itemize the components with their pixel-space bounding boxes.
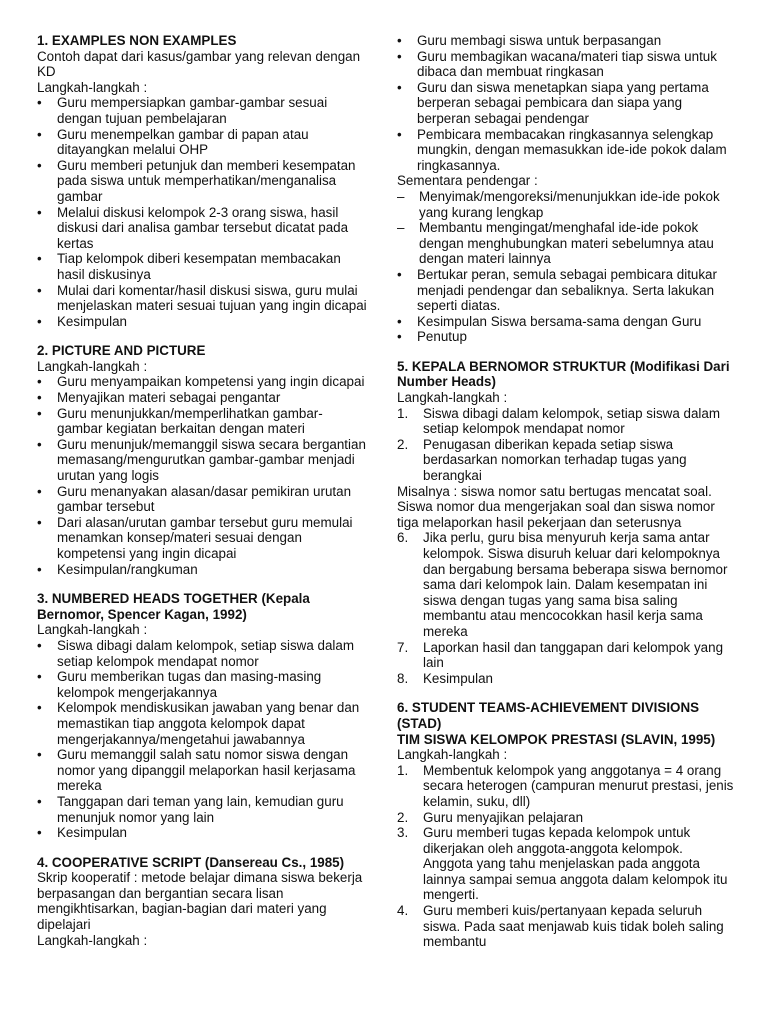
list-marker: 3. bbox=[397, 825, 409, 841]
list-item bbox=[37, 205, 367, 252]
list-item-text: Guru menunjukkan/memperlihatkan gambar-gambar kegiatan berkaitan dengan materi bbox=[57, 405, 323, 437]
list-item-text: Kesimpulan bbox=[57, 825, 127, 841]
list-item bbox=[397, 406, 735, 437]
section bbox=[37, 591, 367, 841]
list-item-text: Penugasan diberikan kepada setiap siswa berdasarkan nomorkan terhadap tugas yang berangkai bbox=[423, 436, 687, 484]
right-column bbox=[397, 33, 735, 964]
list-marker: • bbox=[37, 825, 42, 841]
list-item-text: Guru menempelkan gambar di papan atau ditayangkan melalui OHP bbox=[57, 126, 309, 158]
list-item bbox=[37, 747, 367, 794]
list-item-text: Guru memberi petunjuk dan memberi kesempatan pada siswa untuk memperhatikan/menganalisa gambar bbox=[57, 157, 356, 204]
list-marker: • bbox=[397, 33, 402, 48]
list-item bbox=[37, 406, 367, 437]
list-marker: • bbox=[37, 390, 42, 406]
list-item bbox=[37, 390, 367, 406]
list-item bbox=[37, 669, 367, 700]
list-marker: 8. bbox=[397, 670, 409, 686]
list-item bbox=[397, 437, 735, 484]
list-item bbox=[37, 825, 367, 841]
list-item-text: Laporkan hasil dan tanggapan dari kelompok yang lain bbox=[423, 639, 724, 671]
list-item-text: Menyimak/mengoreksi/menunjukkan ide-ide pokok yang kurang lengkap bbox=[419, 188, 720, 220]
list-item-text: Guru mempersiapkan gambar-gambar sesuai dengan tujuan pembelajaran bbox=[57, 95, 328, 126]
section bbox=[37, 343, 367, 577]
list-item bbox=[37, 700, 367, 747]
list-item-text: Kesimpulan bbox=[423, 670, 493, 686]
paragraph: Langkah-langkah : bbox=[37, 622, 148, 638]
list-marker: 2. bbox=[397, 809, 409, 825]
section-heading: 2. PICTURE AND PICTURE bbox=[37, 343, 206, 359]
list-item-text: Membentuk kelompok yang anggotanya = 4 orang secara heterogen (campuran menurut prestasi, jenis kelamin, suku, dll) bbox=[423, 762, 734, 809]
list-item-text: Guru memberi kuis/pertanyaan kepada seluruh siswa. Pada saat menjawab kuis tidak boleh saling membantu bbox=[423, 903, 724, 950]
list-item-text: Bertukar peran, semula sebagai pembicara ditukar menjadi pendengar dan sebaliknya. Serta lakukan seperti diatas. bbox=[417, 266, 717, 314]
list-marker: • bbox=[37, 204, 42, 220]
list-item-text: Guru menanyakan alasan/dasar pemikiran urutan gambar tersebut bbox=[57, 483, 352, 515]
list-item-text: Guru memanggil salah satu nomor siswa dengan nomor yang dipanggil melaporkan hasil kerjasama mereka bbox=[57, 747, 356, 794]
list-item-text: Kesimpulan Siswa bersama-sama dengan Guru bbox=[417, 313, 702, 329]
section-heading: 1. EXAMPLES NON EXAMPLES bbox=[37, 33, 237, 48]
list-item bbox=[37, 562, 367, 578]
list-item-text: Mulai dari komentar/hasil diskusi siswa, guru mulai menjelaskan materi sesuai tujuan yang ingin dicapai bbox=[57, 282, 367, 314]
list-marker: • bbox=[397, 266, 402, 282]
list-item bbox=[397, 80, 735, 127]
list-marker: • bbox=[37, 282, 42, 298]
list-marker: • bbox=[37, 95, 42, 111]
list-item-text: Guru menyampaikan kompetensi yang ingin dicapai bbox=[57, 374, 365, 390]
list-item bbox=[397, 314, 735, 330]
list-marker: 2. bbox=[397, 436, 409, 452]
paragraph: Langkah-langkah : bbox=[37, 932, 148, 948]
list-item bbox=[397, 810, 735, 826]
list-item-text: Menyajikan materi sebagai pengantar bbox=[57, 390, 281, 406]
list-marker: 4. bbox=[397, 903, 409, 919]
list-item-text: Kelompok mendiskusikan jawaban yang benar dan memastikan tiap anggota kelompok dapat mengerjakannya/mengetahui jawabannya bbox=[57, 700, 360, 747]
list-item bbox=[397, 49, 735, 80]
list-marker: • bbox=[37, 669, 42, 685]
list-item-text: Guru membagi siswa untuk berpasangan bbox=[417, 33, 662, 48]
paragraph: Misalnya : siswa nomor satu bertugas mencatat soal. Siswa nomor dua mengerjakan soal dan siswa nomor tiga melaporkan hasil pekerjaan dan seterusnya bbox=[397, 483, 715, 530]
list-item-text: Kesimpulan/rangkuman bbox=[57, 561, 198, 577]
section-heading: 5. KEPALA BERNOMOR STRUKTUR (Modifikasi Dari Number Heads) bbox=[397, 358, 730, 390]
section-heading: 6. STUDENT TEAMS-ACHIEVEMENT DIVISIONS (STAD) bbox=[397, 700, 700, 731]
list-item bbox=[397, 220, 735, 267]
list-marker: • bbox=[37, 700, 42, 716]
list-marker: 1. bbox=[397, 762, 409, 778]
list-item-text: Kesimpulan bbox=[57, 313, 127, 329]
section-subheading: TIM SISWA KELOMPOK PRESTASI (SLAVIN, 1995) bbox=[397, 731, 716, 747]
list-item bbox=[397, 530, 735, 639]
list-item bbox=[37, 374, 367, 390]
section bbox=[397, 700, 735, 950]
list-item-text: Pembicara membacakan ringkasannya selengkap mungkin, dengan memasukkan ide-ide pokok dalam ringkasannya. bbox=[417, 126, 727, 173]
list-marker: • bbox=[37, 483, 42, 499]
list-marker: • bbox=[37, 126, 42, 142]
list-item bbox=[37, 158, 367, 205]
list-marker: • bbox=[397, 48, 402, 64]
list-item bbox=[37, 515, 367, 562]
list-item bbox=[397, 671, 735, 687]
list-item bbox=[37, 638, 367, 669]
list-item bbox=[397, 763, 735, 810]
section bbox=[37, 855, 367, 949]
list-item-text: Tiap kelompok diberi kesempatan membacakan hasil diskusinya bbox=[57, 251, 341, 282]
section bbox=[37, 33, 367, 329]
list-item-text: Guru menyajikan pelajaran bbox=[423, 809, 584, 825]
list-item-text: Guru memberikan tugas dan masing-masing kelompok mengerjakannya bbox=[57, 669, 322, 700]
section-heading: 4. COOPERATIVE SCRIPT (Dansereau Cs., 1985) bbox=[37, 854, 345, 870]
paragraph: Skrip kooperatif : metode belajar dimana siswa bekerja berpasangan dan bergantian secara lisan mengikhtisarkan, bagian-bagian dari materi yang dipelajari bbox=[37, 870, 363, 933]
list-item-text: Guru memberi tugas kepada kelompok untuk dikerjakan oleh anggota-anggota kelompok. Anggota yang tahu menjelaskan pada anggota lainnya sampai semua anggota dalam kelompok itu mengerti. bbox=[423, 825, 728, 903]
list-marker: • bbox=[397, 126, 402, 142]
list-item-text: Guru membagikan wacana/materi tiap siswa untuk dibaca dan membuat ringkasan bbox=[417, 48, 717, 80]
list-item bbox=[37, 794, 367, 825]
list-item bbox=[397, 903, 735, 950]
paragraph: Contoh dapat dari kasus/gambar yang relevan dengan KD bbox=[37, 48, 361, 80]
list-item bbox=[37, 484, 367, 515]
list-marker: • bbox=[397, 79, 402, 95]
list-item bbox=[397, 267, 735, 314]
paragraph: Langkah-langkah : bbox=[397, 390, 508, 406]
left-column bbox=[37, 33, 367, 962]
list-item bbox=[397, 33, 735, 49]
list-item bbox=[37, 127, 367, 158]
list-marker: 6. bbox=[397, 530, 409, 546]
list-marker: • bbox=[37, 405, 42, 421]
list-item bbox=[37, 283, 367, 314]
list-item-text: Dari alasan/urutan gambar tersebut guru memulai menamkan konsep/materi sesuai dengan kompetensi yang ingin dicapai bbox=[57, 514, 353, 561]
paragraph: Sementara pendengar : bbox=[397, 173, 538, 189]
paragraph: Langkah-langkah : bbox=[37, 358, 148, 374]
list-item-text: Tanggapan dari teman yang lain, kemudian guru menunjuk nomor yang lain bbox=[57, 793, 344, 825]
list-marker: • bbox=[37, 436, 42, 452]
list-marker: • bbox=[397, 329, 402, 345]
list-item bbox=[397, 127, 735, 174]
list-item-text: Siswa dibagi dalam kelompok, setiap siswa dalam setiap kelompok mendapat nomor bbox=[57, 637, 354, 669]
section-heading: 3. NUMBERED HEADS TOGETHER (Kepala Bernomor, Spencer Kagan, 1992) bbox=[37, 591, 310, 622]
list-item-text: Penutup bbox=[417, 329, 467, 345]
list-marker: • bbox=[37, 637, 42, 653]
list-item-text: Membantu mengingat/menghafal ide-ide pokok dengan menghubungkan materi sebelumnya atau dengan materi lainnya bbox=[419, 220, 714, 267]
list-marker: • bbox=[37, 251, 42, 267]
list-marker: • bbox=[37, 313, 42, 329]
section bbox=[397, 33, 735, 345]
list-marker: • bbox=[37, 157, 42, 173]
list-marker: • bbox=[37, 514, 42, 530]
list-item bbox=[37, 95, 367, 126]
list-item bbox=[37, 314, 367, 330]
list-item bbox=[397, 825, 735, 903]
list-marker: – bbox=[397, 220, 405, 236]
list-marker: – bbox=[397, 188, 405, 204]
list-marker: 1. bbox=[397, 405, 409, 421]
list-marker: 7. bbox=[397, 639, 409, 655]
section bbox=[397, 359, 735, 686]
list-item-text: Melalui diskusi kelompok 2-3 orang siswa, hasil diskusi dari analisa gambar tersebut dicatat pada kertas bbox=[57, 204, 349, 251]
list-item bbox=[397, 329, 735, 345]
list-item bbox=[37, 437, 367, 484]
list-item bbox=[397, 640, 735, 671]
list-marker: • bbox=[37, 793, 42, 809]
paragraph: Langkah-langkah : bbox=[397, 747, 508, 763]
list-item-text: Siswa dibagi dalam kelompok, setiap siswa dalam setiap kelompok mendapat nomor bbox=[423, 405, 720, 437]
list-marker: • bbox=[37, 561, 42, 577]
list-item-text: Jika perlu, guru bisa menyuruh kerja sama antar kelompok. Siswa disuruh keluar dari kelompoknya dan bergabung bersama beberapa siswa bernomor sama dari kelompok lain. Dalam kesempatan ini siswa dengan tugas yang sama bisa saling membantu atau mencocokkan hasil kerja sama mereka bbox=[423, 530, 728, 639]
paragraph: Langkah-langkah : bbox=[37, 79, 148, 95]
list-marker: • bbox=[397, 313, 402, 329]
list-item-text: Guru dan siswa menetapkan siapa yang pertama berperan sebagai pembicara dan siapa yang berperan sebagai pendengar bbox=[417, 79, 709, 126]
list-item bbox=[397, 189, 735, 220]
list-marker: • bbox=[37, 747, 42, 763]
list-item-text: Guru menunjuk/memanggil siswa secara bergantian memasang/mengurutkan gambar-gambar menjadi urutan yang logis bbox=[57, 436, 366, 484]
list-marker: • bbox=[37, 374, 42, 390]
list-item bbox=[37, 251, 367, 282]
